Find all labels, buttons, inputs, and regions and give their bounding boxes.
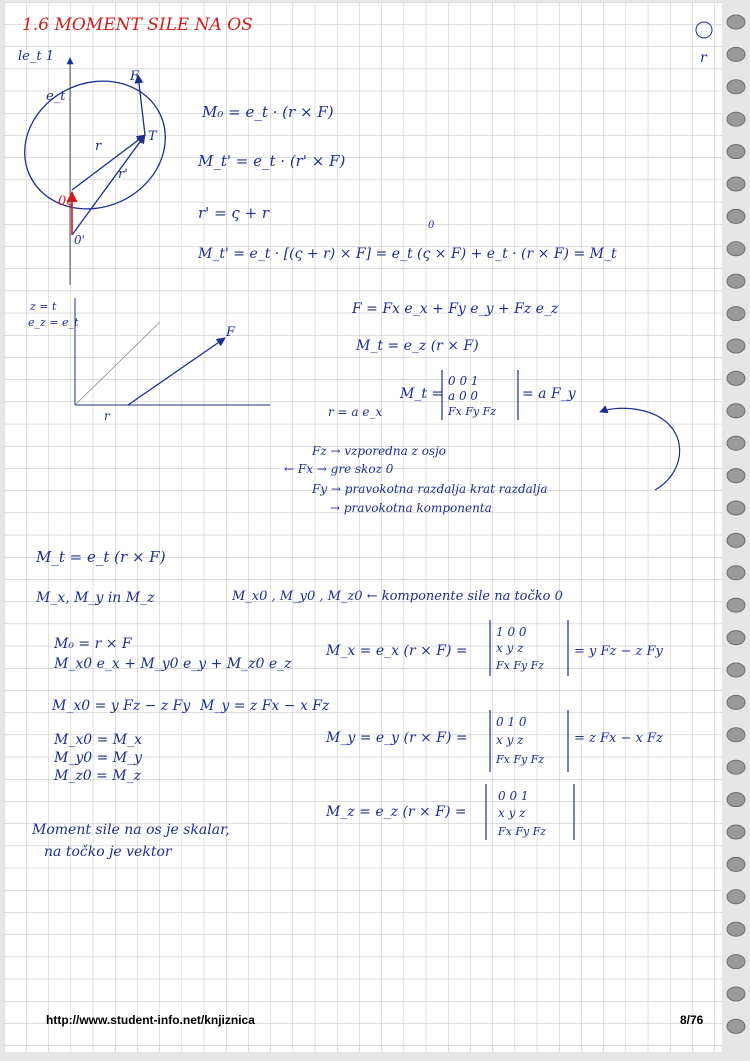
spiral-hole [727, 15, 745, 29]
label-r: r [95, 139, 102, 154]
spiral-hole [727, 404, 745, 418]
eq2-force: F = Fx e_x + Fy e_y + Fz e_z [352, 301, 559, 317]
spiral-hole [727, 760, 745, 774]
left-eq-3: M_x0 = y Fz − z Fy [52, 698, 191, 714]
fig2-z-label: z = t [30, 300, 57, 313]
mx-left: M_x = e_x (r × F) = [326, 643, 468, 659]
spiral-hole [727, 112, 745, 126]
spiral-hole [727, 209, 745, 223]
left-eq-6: M_y0 = M_y [54, 750, 143, 766]
spiral-hole [727, 436, 745, 450]
mz-det-row-2: x y z [498, 806, 526, 820]
spiral-hole [727, 695, 745, 709]
mx-det-row-2: x y z [496, 641, 524, 655]
label-T: T [148, 129, 157, 144]
eq2-mt-det-lhs: M_t = [400, 386, 444, 402]
label-O-prime: 0' [74, 233, 85, 247]
spiral-hole [727, 501, 745, 515]
spiral-hole [727, 274, 745, 288]
label-rho: 0ς [58, 194, 74, 209]
spiral-hole [727, 177, 745, 191]
spiral-hole [727, 339, 745, 353]
spiral-hole [727, 598, 745, 612]
spiral-hole [727, 145, 745, 159]
mx-det-row-3: Fx Fy Fz [496, 659, 545, 672]
spiral-hole [727, 890, 745, 904]
spiral-hole [727, 371, 745, 385]
spiral-hole [727, 631, 745, 645]
spiral-hole [727, 307, 745, 321]
spiral-hole [727, 80, 745, 94]
note-4: → pravokotna komponenta [330, 501, 492, 515]
spiral-hole [727, 922, 745, 936]
label-F: F [130, 69, 140, 84]
fig2-label-F: F [226, 325, 236, 340]
spiral-hole [727, 728, 745, 742]
footer-url[interactable]: http://www.student-info.net/knjiznica [46, 1013, 255, 1027]
line-4-right: M_x0 , M_y0 , M_z0 ← komponente sile na točko 0 [232, 589, 563, 604]
note-3: Fy → pravokotna razdalja krat razdalja [312, 482, 548, 496]
footer-page-number: 8/76 [680, 1013, 704, 1027]
my-left: M_y = e_y (r × F) = [326, 730, 468, 746]
eq3: M_t = e_t (r × F) [36, 548, 166, 566]
corner-doodle: r [700, 50, 707, 66]
eq1-zero: 0 [428, 220, 435, 231]
mx-det-row-1: 1 0 0 [496, 625, 527, 639]
my-det-row-2: x y z [496, 733, 524, 747]
spiral-binding-holes [727, 15, 745, 1033]
spiral-hole [727, 533, 745, 547]
fig2-ez-label: e_z = e_t [28, 316, 79, 329]
mz-det-row-3: Fx Fy Fz [498, 825, 547, 838]
spiral-hole [727, 1019, 745, 1033]
conclusion-line-2: na točko je vektor [44, 844, 172, 860]
label-et: e_t [46, 89, 66, 104]
eq1-line-3: r' = ς + r [198, 204, 270, 222]
eq1-line-4: M_t' = e_t · [(ς + r) × F] = e_t (ς × F) + e_t · (r × F) = M_t [198, 246, 617, 262]
mx-right: = y Fz − z Fy [574, 644, 663, 659]
spiral-hole [727, 857, 745, 871]
left-eq-4: M_y = z Fx − x Fz [200, 698, 330, 714]
left-eq-7: M_z0 = M_z [54, 768, 141, 784]
conclusion-line-1: Moment sile na os je skalar, [32, 822, 230, 838]
my-right: = z Fx − x Fz [574, 731, 663, 746]
eq1-line-2: M_t' = e_t · (r' × F) [198, 152, 346, 170]
my-det-row-1: 0 1 0 [496, 715, 527, 729]
label-r-prime: r' [118, 167, 128, 182]
eq2-mt: M_t = e_z (r × F) [356, 338, 479, 354]
det1-row-1: 0 0 1 [448, 374, 479, 388]
mz-left: M_z = e_z (r × F) = [326, 804, 467, 820]
spiral-hole [727, 955, 745, 969]
spiral-hole [727, 987, 745, 1001]
spiral-hole [727, 663, 745, 677]
line-4-left: M_x, M_y in M_z [36, 590, 155, 606]
eq2-det-result: = a F_y [522, 386, 576, 402]
spiral-hole [727, 242, 745, 256]
figure-1-label: le_t 1 [18, 49, 54, 64]
spiral-hole [727, 566, 745, 580]
det1-row-2: a 0 0 [448, 389, 479, 403]
my-det-row-3: Fx Fy Fz [496, 753, 545, 766]
eq1-line-1: M₀ = e_t · (r × F) [202, 103, 334, 121]
note-2: ← Fx → gre skoz 0 [284, 462, 394, 476]
spiral-hole [727, 469, 745, 483]
left-eq-1: M₀ = r × F [54, 636, 132, 652]
spiral-hole [727, 47, 745, 61]
left-eq-2: M_x0 e_x + M_y0 e_y + M_z0 e_z [54, 656, 292, 672]
spiral-hole [727, 793, 745, 807]
det1-row-3: Fx Fy Fz [448, 405, 497, 418]
left-eq-5: M_x0 = M_x [54, 732, 142, 748]
eq2-r-def: r = a e_x [328, 405, 383, 419]
mz-det-row-1: 0 0 1 [498, 789, 529, 803]
fig2-label-r: r [104, 409, 110, 423]
note-1: Fz → vzporedna z osjo [312, 444, 447, 458]
spiral-hole [727, 825, 745, 839]
page-title: 1.6 MOMENT SILE NA OS [22, 15, 253, 35]
